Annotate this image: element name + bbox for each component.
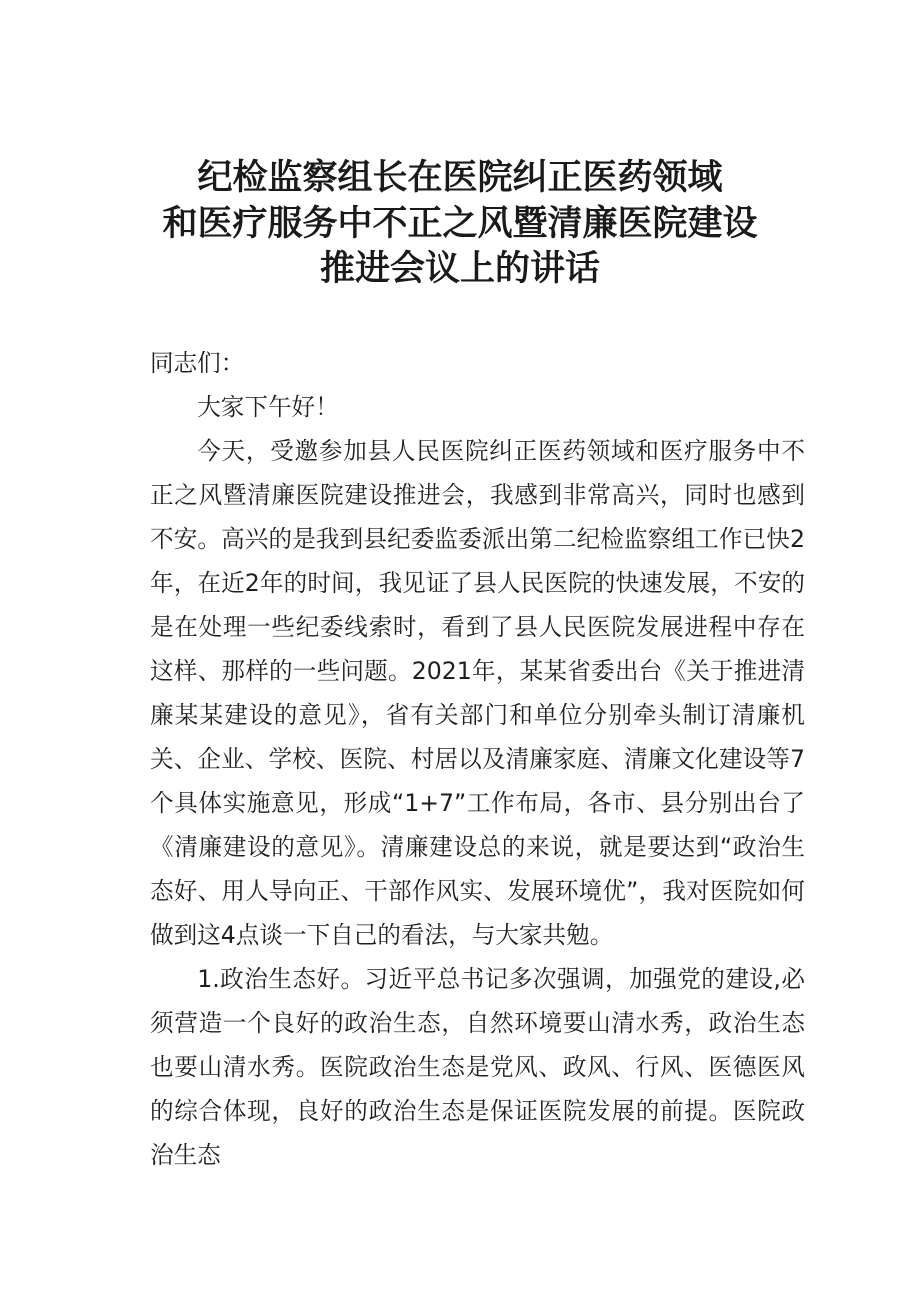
greeting-paragraph: 大家下午好！ xyxy=(197,393,339,421)
document-body xyxy=(150,341,805,1177)
salutation: 同志们： xyxy=(150,349,245,377)
document-title-line-1: 纪检监察组长在医院纠正医药领域 xyxy=(197,157,723,198)
document-title-line-3: 推进会议上的讲话 xyxy=(319,248,600,289)
document-title-line-2: 和医疗服务中不正之风暨清廉医院建设 xyxy=(162,203,758,244)
intro-paragraph: 今天，受邀参加县人民医院纠正医药领域和医疗服务中不正之风暨清廉医院建设推进会，我感到非常高兴，同时也感到不安。高兴的是我到县纪委监委派出第二纪检监察组工作已快2年，在近2年的时间，我见证了县人民医院的快速发展，不安的是在处理一些纪委线索时，看到了县人民医院发展进程中存在这样、那样的一些问题。2021年，某某省委出台《关于推进清廉某某建设的意见》，省有关部门和单位分别牵头制订清廉机关、企业、学校、医院、村居以及清廉家庭、清廉文化建设等7个具体实施意见，形成“1+7”工作布局，各市、县分别出台了《清廉建设的意见》。清廉建设总的来说，就是要达到“政治生态好、用人导向正、干部作风实、发展环境优”，我对医院如何做到这4点谈一下自己的看法，与大家共勉。 xyxy=(150,437,805,949)
section-1-paragraph: 1.政治生态好。习近平总书记多次强调，加强党的建设,必须营造一个良好的政治生态，自然环境要山清水秀，政治生态也要山清水秀。医院政治生态是党风、政风、行风、医德医风的综合体现，良好的政治生态是保证医院发展的前提。医院政治生态 xyxy=(150,965,805,1169)
